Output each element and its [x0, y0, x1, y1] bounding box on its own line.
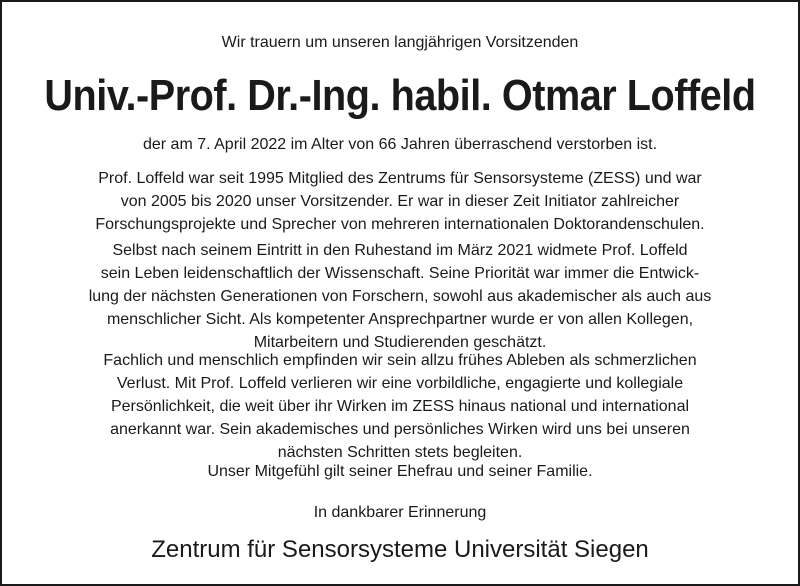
paragraph-line: Selbst nach seinem Eintritt in den Ruhestand im März 2021 widmete Prof. Loffeld [112, 242, 688, 259]
organization-name: Zentrum für Sensorsysteme Universität Siegen [151, 536, 649, 563]
paragraph-line: menschlicher Sicht. Als kompetenter Ansprechpartner wurde er von allen Kollegen, [106, 311, 694, 328]
condolence-line: Unser Mitgefühl gilt seiner Ehefrau und seiner Familie. [207, 463, 593, 480]
paragraph-loss [22, 349, 778, 464]
paragraph-line: Fachlich und menschlich empfinden wir sein allzu frühes Ableben als schmerzlichen [103, 352, 697, 369]
paragraph-line: Prof. Loffeld war seit 1995 Mitglied des Zentrums für Sensorsysteme (ZESS) und war [98, 170, 702, 187]
deceased-name: Univ.-Prof. Dr.-Ing. habil. Otmar Loffeld [44, 71, 756, 120]
memory-line: In dankbarer Erinnerung [313, 504, 487, 521]
paragraph-line: Forschungsprojekte und Sprecher von mehreren internationalen Doktorandenschulen. [95, 216, 705, 233]
paragraph-line: Mitarbeitern und Studierenden geschätzt. [253, 334, 547, 351]
paragraph-line: nächsten Schritten stets begleiten. [277, 444, 523, 461]
paragraph-line: Persönlichkeit, die weit über ihr Wirken im ZESS hinaus national und international [110, 398, 690, 415]
paragraph-line: sein Leben leidenschaftlich der Wissenschaft. Seine Priorität war immer die Entwick- [100, 265, 700, 282]
paragraph-line: von 2005 bis 2020 unser Vorsitzender. Er war in dieser Zeit Initiator zahlreicher [120, 193, 680, 210]
paragraph-line: lung der nächsten Generationen von Forschern, sowohl aus akademischer als auch aus [88, 288, 712, 305]
paragraph-line: Verlust. Mit Prof. Loffeld verlieren wir eine vorbildliche, engagierte und kollegiale [116, 375, 684, 392]
death-line: der am 7. April 2022 im Alter von 66 Jahren überraschend verstorben ist. [142, 136, 658, 153]
paragraph-career [22, 167, 778, 236]
paragraph-line: anerkannt war. Sein akademisches und persönliches Wirken wird uns bei unseren [110, 421, 690, 438]
intro-line: Wir trauern um unseren langjährigen Vorsitzenden [221, 34, 579, 51]
paragraph-retirement [22, 239, 778, 354]
